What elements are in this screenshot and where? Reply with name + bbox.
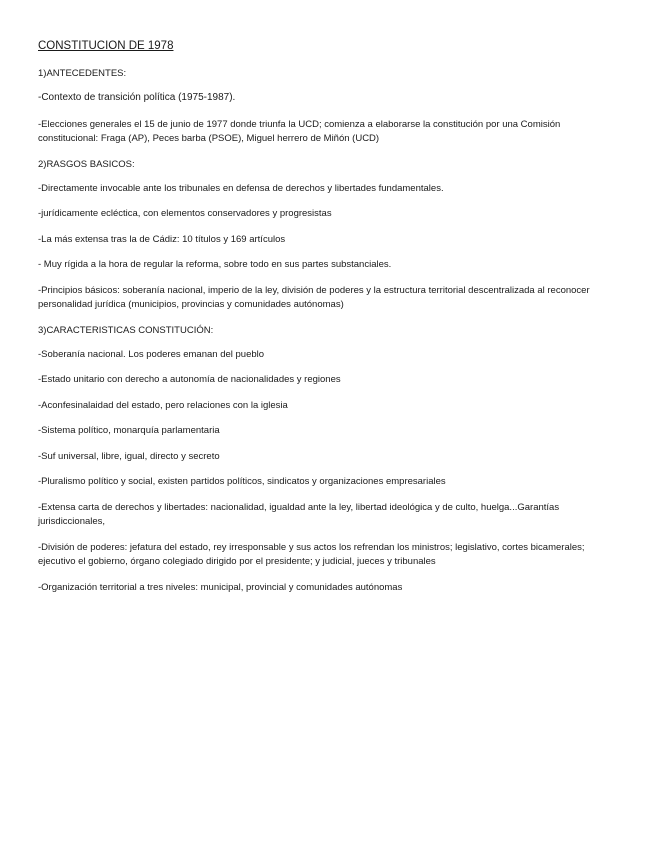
document-body — [38, 38, 613, 606]
list-item: -jurídicamente ecléctica, con elementos conservadores y progresistas — [38, 208, 332, 219]
page-title: CONSTITUCION DE 1978 — [38, 40, 174, 52]
list-item: -Elecciones generales el 15 de junio de 1977 donde triunfa la UCD; comienza a elaborarse la constitución por una Comisión constitucional: Fraga (AP), Peces barba (PSOE), Miguel herrero de Miñón (UCD) — [38, 118, 561, 144]
list-item: -Extensa carta de derechos y libertades: nacionalidad, igualdad ante la ley, libertad ideológica y de culto, huelga...Garantías jurisdiccionales, — [38, 501, 560, 527]
section-antecedentes — [38, 67, 613, 147]
section-rasgos-basicos — [38, 158, 613, 313]
section-heading: 2)RASGOS BASICOS: — [38, 158, 135, 170]
list-item: - Muy rígida a la hora de regular la reforma, sobre todo en sus partes substanciales. — [38, 259, 392, 270]
section-heading: 3)CARACTERISTICAS CONSTITUCIÓN: — [38, 324, 214, 336]
list-item: -Aconfesinalaidad del estado, pero relaciones con la iglesia — [38, 399, 288, 411]
list-item: -Principios básicos: soberanía nacional, imperio de la ley, división de poderes y la estructura territorial descentralizada al reconocer personalidad jurídica (municipios, provincias y comunidades autónomas) — [38, 284, 590, 310]
list-item: -La más extensa tras la de Cádiz: 10 títulos y 169 artículos — [38, 233, 286, 245]
list-item: -Sistema político, monarquía parlamentaria — [38, 425, 220, 436]
list-item: -Estado unitario con derecho a autonomía de nacionalidades y regiones — [38, 374, 341, 385]
section-heading: 1)ANTECEDENTES: — [38, 68, 127, 79]
list-item: -Organización territorial a tres niveles: municipal, provincial y comunidades autónomas — [38, 581, 403, 593]
list-item: -Directamente invocable ante los tribunales en defensa de derechos y libertades fundamentales. — [38, 182, 444, 194]
list-item: -División de poderes: jefatura del estado, rey irresponsable y sus actos los refrendan los ministros; legislativo, cortes bicamerales; ejecutivo el gobierno, órgano colegiado dirigido por el presidente; y judicial, jueces y tribunales — [38, 541, 585, 567]
list-item: -Pluralismo político y social, existen partidos políticos, sindicatos y organizaciones empresariales — [38, 476, 446, 487]
list-item: -Contexto de transición política (1975-1987). — [38, 92, 236, 103]
list-item: -Suf universal, libre, igual, directo y secreto — [38, 450, 220, 462]
section-caracteristicas — [38, 324, 613, 596]
list-item: -Soberanía nacional. Los poderes emanan del pueblo — [38, 348, 265, 360]
